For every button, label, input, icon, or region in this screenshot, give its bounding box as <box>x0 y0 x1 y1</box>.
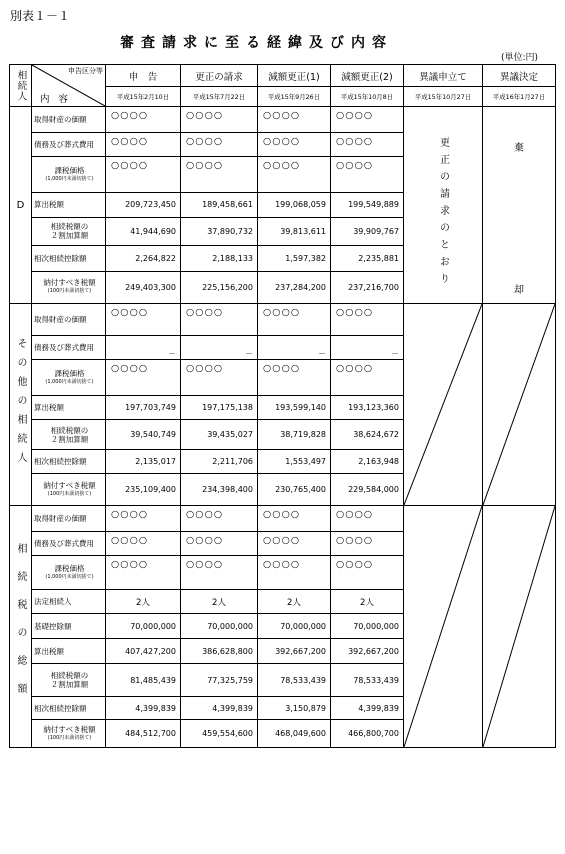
heir-section-name: D <box>16 199 25 211</box>
value-cell: 2人 <box>331 590 404 614</box>
value-cell: ○○○○ <box>331 506 404 532</box>
objection-content <box>404 107 483 304</box>
objection-not-applicable <box>404 506 483 748</box>
item-label <box>32 396 106 420</box>
decision-content <box>483 107 556 304</box>
value-cell: ○○○○ <box>106 304 181 336</box>
col-header-correction-request: 更正の請求 <box>181 65 258 87</box>
value-cell: 2,235,881 <box>331 245 404 271</box>
value-cell: 1,597,382 <box>258 245 331 271</box>
value-cell: 38,624,672 <box>331 420 404 450</box>
value-cell: － <box>181 336 258 360</box>
item-label-text: 基礎控除額 <box>34 621 72 631</box>
item-label-text: 相次相続控除額 <box>34 253 87 263</box>
value-cell: 2人 <box>181 590 258 614</box>
item-label-text: 取得財産の価額 <box>34 115 87 125</box>
decision-text-bottom: 却 <box>514 285 524 296</box>
objection-text: 更正の請求のとおり <box>437 137 449 290</box>
item-label-text: 課税価格 <box>54 165 85 175</box>
col-header-objection: 異議申立て <box>404 65 483 87</box>
item-label <box>32 304 106 336</box>
col-header-decision: 異議決定 <box>483 65 556 87</box>
item-label-text: 債務及び葬式費用 <box>34 140 94 150</box>
value-cell: 392,667,200 <box>331 639 404 664</box>
value-cell: ○○○○ <box>258 133 331 157</box>
value-cell: 237,216,700 <box>331 271 404 303</box>
value-cell: ○○○○ <box>331 133 404 157</box>
value-cell: 2,135,017 <box>106 450 181 474</box>
heir-column-header: 相続人 <box>10 65 32 107</box>
item-label-text: 取得財産の価額 <box>34 514 87 523</box>
value-cell: 225,156,200 <box>181 271 258 303</box>
value-cell: 199,549,889 <box>331 193 404 217</box>
value-cell: 2人 <box>258 590 331 614</box>
value-cell: 39,540,749 <box>106 420 181 450</box>
value-cell: 77,325,759 <box>181 664 258 697</box>
heir-section-name: その他の相続人 <box>15 338 26 471</box>
corner-header <box>32 65 106 107</box>
value-cell: ○○○○ <box>181 304 258 336</box>
value-cell: ○○○○ <box>106 157 181 193</box>
value-cell: 466,800,700 <box>331 720 404 748</box>
item-label <box>32 720 106 748</box>
item-label <box>32 420 106 450</box>
value-cell: 4,399,839 <box>331 697 404 720</box>
value-cell: 229,584,000 <box>331 474 404 506</box>
item-label-text: 債務及び葬式費用 <box>34 539 94 548</box>
item-label-text-line2: ２割加算額 <box>50 680 89 689</box>
value-cell: ○○○○ <box>181 532 258 556</box>
item-label-text: 納付すべき税額 <box>43 724 96 734</box>
value-cell: ○○○○ <box>258 532 331 556</box>
value-cell: 197,175,138 <box>181 396 258 420</box>
item-label <box>32 664 106 697</box>
item-label <box>32 556 106 590</box>
item-label-text-line2: ２割加算額 <box>50 434 89 444</box>
item-label <box>32 506 106 532</box>
item-label <box>32 360 106 396</box>
diagonal-line <box>404 304 482 505</box>
value-cell: ○○○○ <box>258 107 331 133</box>
value-cell: 4,399,839 <box>181 697 258 720</box>
value-cell: ○○○○ <box>258 157 331 193</box>
value-cell: ○○○○ <box>106 556 181 590</box>
value-cell: ○○○○ <box>331 556 404 590</box>
value-cell: 234,398,400 <box>181 474 258 506</box>
item-label <box>32 532 106 556</box>
value-cell: 78,533,439 <box>258 664 331 697</box>
value-cell: ○○○○ <box>106 107 181 133</box>
value-cell: － <box>258 336 331 360</box>
value-cell: 4,399,839 <box>106 697 181 720</box>
col-header-reduction-2: 減額更正(2) <box>331 65 404 87</box>
value-cell: 3,150,879 <box>258 697 331 720</box>
value-cell: ○○○○ <box>331 157 404 193</box>
value-cell: － <box>331 336 404 360</box>
decision-text-top: 棄 <box>514 143 524 154</box>
item-label-text: 納付すべき税額 <box>43 480 96 490</box>
diagonal-line <box>404 506 482 747</box>
value-cell: 193,123,360 <box>331 396 404 420</box>
value-cell: 70,000,000 <box>181 614 258 639</box>
value-cell: 237,284,200 <box>258 271 331 303</box>
diagonal-line <box>483 304 555 505</box>
item-note: (100円未満切捨て) <box>47 288 92 295</box>
value-cell: ○○○○ <box>331 107 404 133</box>
item-label-text-line2: ２割加算額 <box>50 231 89 241</box>
item-label-text: 相続税額の <box>50 222 89 232</box>
value-cell: 392,667,200 <box>258 639 331 664</box>
item-label <box>32 590 106 614</box>
item-label <box>32 614 106 639</box>
corner-bottom-label: 内 容 <box>40 94 72 105</box>
value-cell: ○○○○ <box>106 532 181 556</box>
decision-not-applicable <box>483 304 556 506</box>
item-label <box>32 697 106 720</box>
value-cell: 199,068,059 <box>258 193 331 217</box>
value-cell: ○○○○ <box>106 133 181 157</box>
item-label-text: 相続税額の <box>50 671 89 680</box>
value-cell: ○○○○ <box>258 360 331 396</box>
value-cell: － <box>106 336 181 360</box>
item-label <box>32 217 106 245</box>
decision-not-applicable <box>483 506 556 748</box>
value-cell: 2,264,822 <box>106 245 181 271</box>
value-cell: ○○○○ <box>331 360 404 396</box>
value-cell: 70,000,000 <box>331 614 404 639</box>
item-note: (1,000円未満切捨て) <box>45 573 94 580</box>
value-cell: 39,435,027 <box>181 420 258 450</box>
table-row <box>10 304 556 336</box>
date-cell: 平成15年10月8日 <box>331 87 404 107</box>
value-cell: 39,813,611 <box>258 217 331 245</box>
value-cell: 1,553,497 <box>258 450 331 474</box>
value-cell: 37,890,732 <box>181 217 258 245</box>
objection-not-applicable <box>404 304 483 506</box>
item-label-text: 算出税額 <box>34 646 64 656</box>
col-header-filing: 申 告 <box>106 65 181 87</box>
heir-section-label <box>10 506 32 748</box>
value-cell: 70,000,000 <box>258 614 331 639</box>
corner-top-label: 申告区分等 <box>68 67 103 75</box>
value-cell: ○○○○ <box>258 304 331 336</box>
heir-section-label <box>10 107 32 304</box>
value-cell: ○○○○ <box>258 556 331 590</box>
item-label <box>32 245 106 271</box>
item-label <box>32 193 106 217</box>
document-title: 審査請求に至る経緯及び内容 <box>120 35 393 51</box>
value-cell: 2,211,706 <box>181 450 258 474</box>
value-cell: 38,719,828 <box>258 420 331 450</box>
value-cell: 2人 <box>106 590 181 614</box>
value-cell: ○○○○ <box>181 133 258 157</box>
value-cell: ○○○○ <box>106 360 181 396</box>
unit-label: (単位:円) <box>501 53 539 63</box>
value-cell: ○○○○ <box>181 107 258 133</box>
header-row <box>10 65 556 87</box>
value-cell: 407,427,200 <box>106 639 181 664</box>
table-row <box>10 107 556 133</box>
item-label-text: 法定相続人 <box>34 597 72 606</box>
value-cell: 2,163,948 <box>331 450 404 474</box>
value-cell: 230,765,400 <box>258 474 331 506</box>
item-label-text: 納付すべき税額 <box>43 278 96 288</box>
item-note: (100円未満切捨て) <box>47 490 92 497</box>
value-cell: 39,909,767 <box>331 217 404 245</box>
item-note: (1,000円未満切捨て) <box>45 175 94 182</box>
value-cell: 235,109,400 <box>106 474 181 506</box>
item-label-text: 相次相続控除額 <box>34 703 87 713</box>
date-cell: 平成15年7月22日 <box>181 87 258 107</box>
value-cell: 41,944,690 <box>106 217 181 245</box>
table-row <box>10 506 556 532</box>
item-label-text: 取得財産の価額 <box>34 315 87 324</box>
value-cell: ○○○○ <box>181 157 258 193</box>
item-label-text: 債務及び葬式費用 <box>34 343 94 352</box>
value-cell: 249,403,300 <box>106 271 181 303</box>
item-label-text: 課税価格 <box>54 368 85 378</box>
value-cell: 193,599,140 <box>258 396 331 420</box>
value-cell: 78,533,439 <box>331 664 404 697</box>
value-cell: ○○○○ <box>181 556 258 590</box>
item-label <box>32 157 106 193</box>
date-cell: 平成15年2月10日 <box>106 87 181 107</box>
value-cell: ○○○○ <box>258 506 331 532</box>
item-label <box>32 474 106 506</box>
value-cell: 189,458,661 <box>181 193 258 217</box>
value-cell: ○○○○ <box>181 506 258 532</box>
value-cell: 484,512,700 <box>106 720 181 748</box>
item-note: (1,000円未満切捨て) <box>45 378 94 385</box>
value-cell: 468,049,600 <box>258 720 331 748</box>
item-label-text: 算出税額 <box>34 403 64 412</box>
item-label <box>32 639 106 664</box>
date-cell: 平成16年1月27日 <box>483 87 556 107</box>
item-label <box>32 450 106 474</box>
value-cell: ○○○○ <box>181 360 258 396</box>
item-label-text: 課税価格 <box>54 563 85 573</box>
value-cell: ○○○○ <box>331 304 404 336</box>
item-label <box>32 133 106 157</box>
value-cell: 197,703,749 <box>106 396 181 420</box>
heir-section-name: 相続税の総額 <box>15 542 26 711</box>
value-cell: 81,485,439 <box>106 664 181 697</box>
heir-section-label <box>10 304 32 506</box>
col-header-reduction-1: 減額更正(1) <box>258 65 331 87</box>
item-label-text: 相続税額の <box>50 425 89 435</box>
value-cell: ○○○○ <box>331 532 404 556</box>
date-cell: 平成15年9月26日 <box>258 87 331 107</box>
item-label <box>32 271 106 303</box>
diagonal-line <box>483 506 555 747</box>
item-label-text: 相次相続控除額 <box>34 457 87 466</box>
item-label <box>32 336 106 360</box>
value-cell: 2,188,133 <box>181 245 258 271</box>
document-label: 別表１－１ <box>10 9 71 23</box>
value-cell: 209,723,450 <box>106 193 181 217</box>
value-cell: 386,628,800 <box>181 639 258 664</box>
value-cell: 459,554,600 <box>181 720 258 748</box>
value-cell: 70,000,000 <box>106 614 181 639</box>
value-cell: ○○○○ <box>106 506 181 532</box>
date-cell: 平成15年10月27日 <box>404 87 483 107</box>
appeal-history-table <box>9 64 556 748</box>
item-note: (100円未満切捨て) <box>47 734 92 741</box>
item-label <box>32 107 106 133</box>
item-label-text: 算出税額 <box>34 200 64 210</box>
